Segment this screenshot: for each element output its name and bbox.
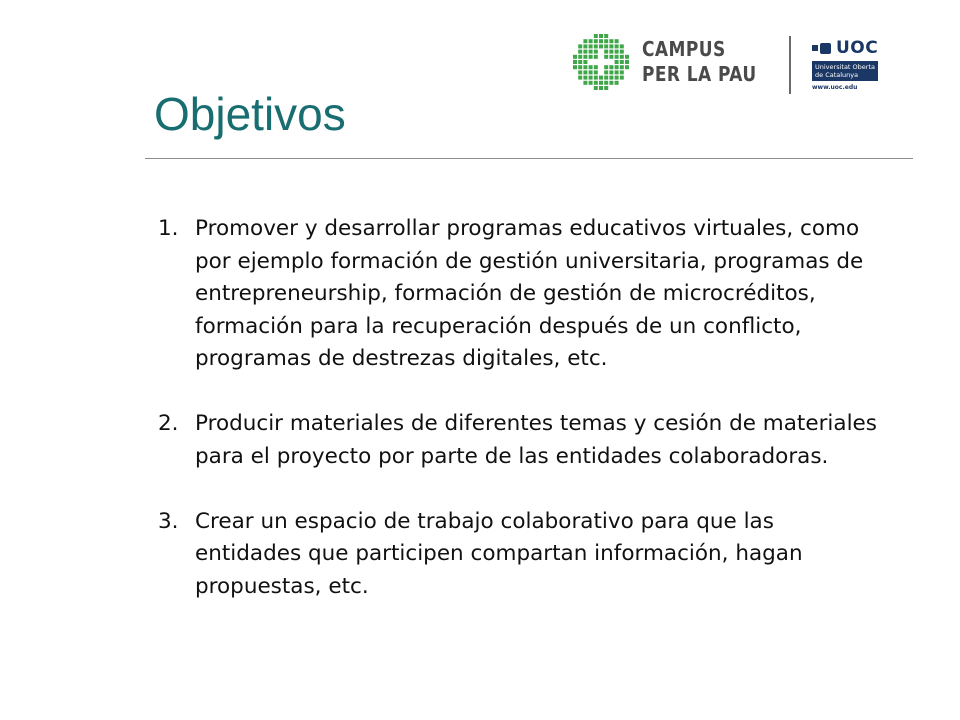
title-divider: [145, 158, 913, 159]
campus-per-la-pau-logo: [572, 33, 777, 91]
uoc-mark-icon: [812, 43, 831, 54]
uoc-subtitle-line2: de Catalunya: [815, 71, 859, 79]
objective-number: 3.: [158, 508, 179, 534]
campus-logo-line2: PER LA PAU: [642, 62, 757, 86]
objective-text: Crear un espacio de trabajo colaborativo para que las entidades que participen compartan información, hagan propuestas, etc.: [195, 508, 803, 599]
uoc-subtitle-line1: Universitat Oberta: [815, 63, 875, 71]
objective-number: 1.: [158, 216, 179, 241]
campus-logo-line1: CAMPUS: [642, 37, 726, 61]
objective-text: Promover y desarrollar programas educativos virtuales, como por ejemplo formación de gestión universitaria, programas de entrepreneurship, formación de gestión de microcréditos, formación para la recuperación después de un conflicto, programas de destrezas digitales, etc.: [195, 216, 864, 371]
page-title: Objetivos: [154, 88, 346, 140]
uoc-logo-url: www.uoc.edu: [812, 84, 858, 91]
uoc-logo: [812, 38, 902, 91]
objective-item: [158, 408, 878, 473]
dot-grid-logo-icon: [572, 33, 630, 91]
objective-item: [158, 213, 878, 376]
objective-item: [158, 506, 878, 604]
logo-divider: [789, 36, 791, 94]
uoc-logo-name: UOC: [836, 38, 879, 58]
objective-number: 2.: [158, 411, 179, 436]
campus-logo-text: [642, 37, 757, 87]
uoc-logo-subtitle: [812, 61, 878, 81]
objectives-list: [158, 213, 878, 603]
objective-text: Producir materiales de diferentes temas y cesión de materiales para el proyecto por parte de las entidades colaboradoras.: [195, 411, 877, 469]
